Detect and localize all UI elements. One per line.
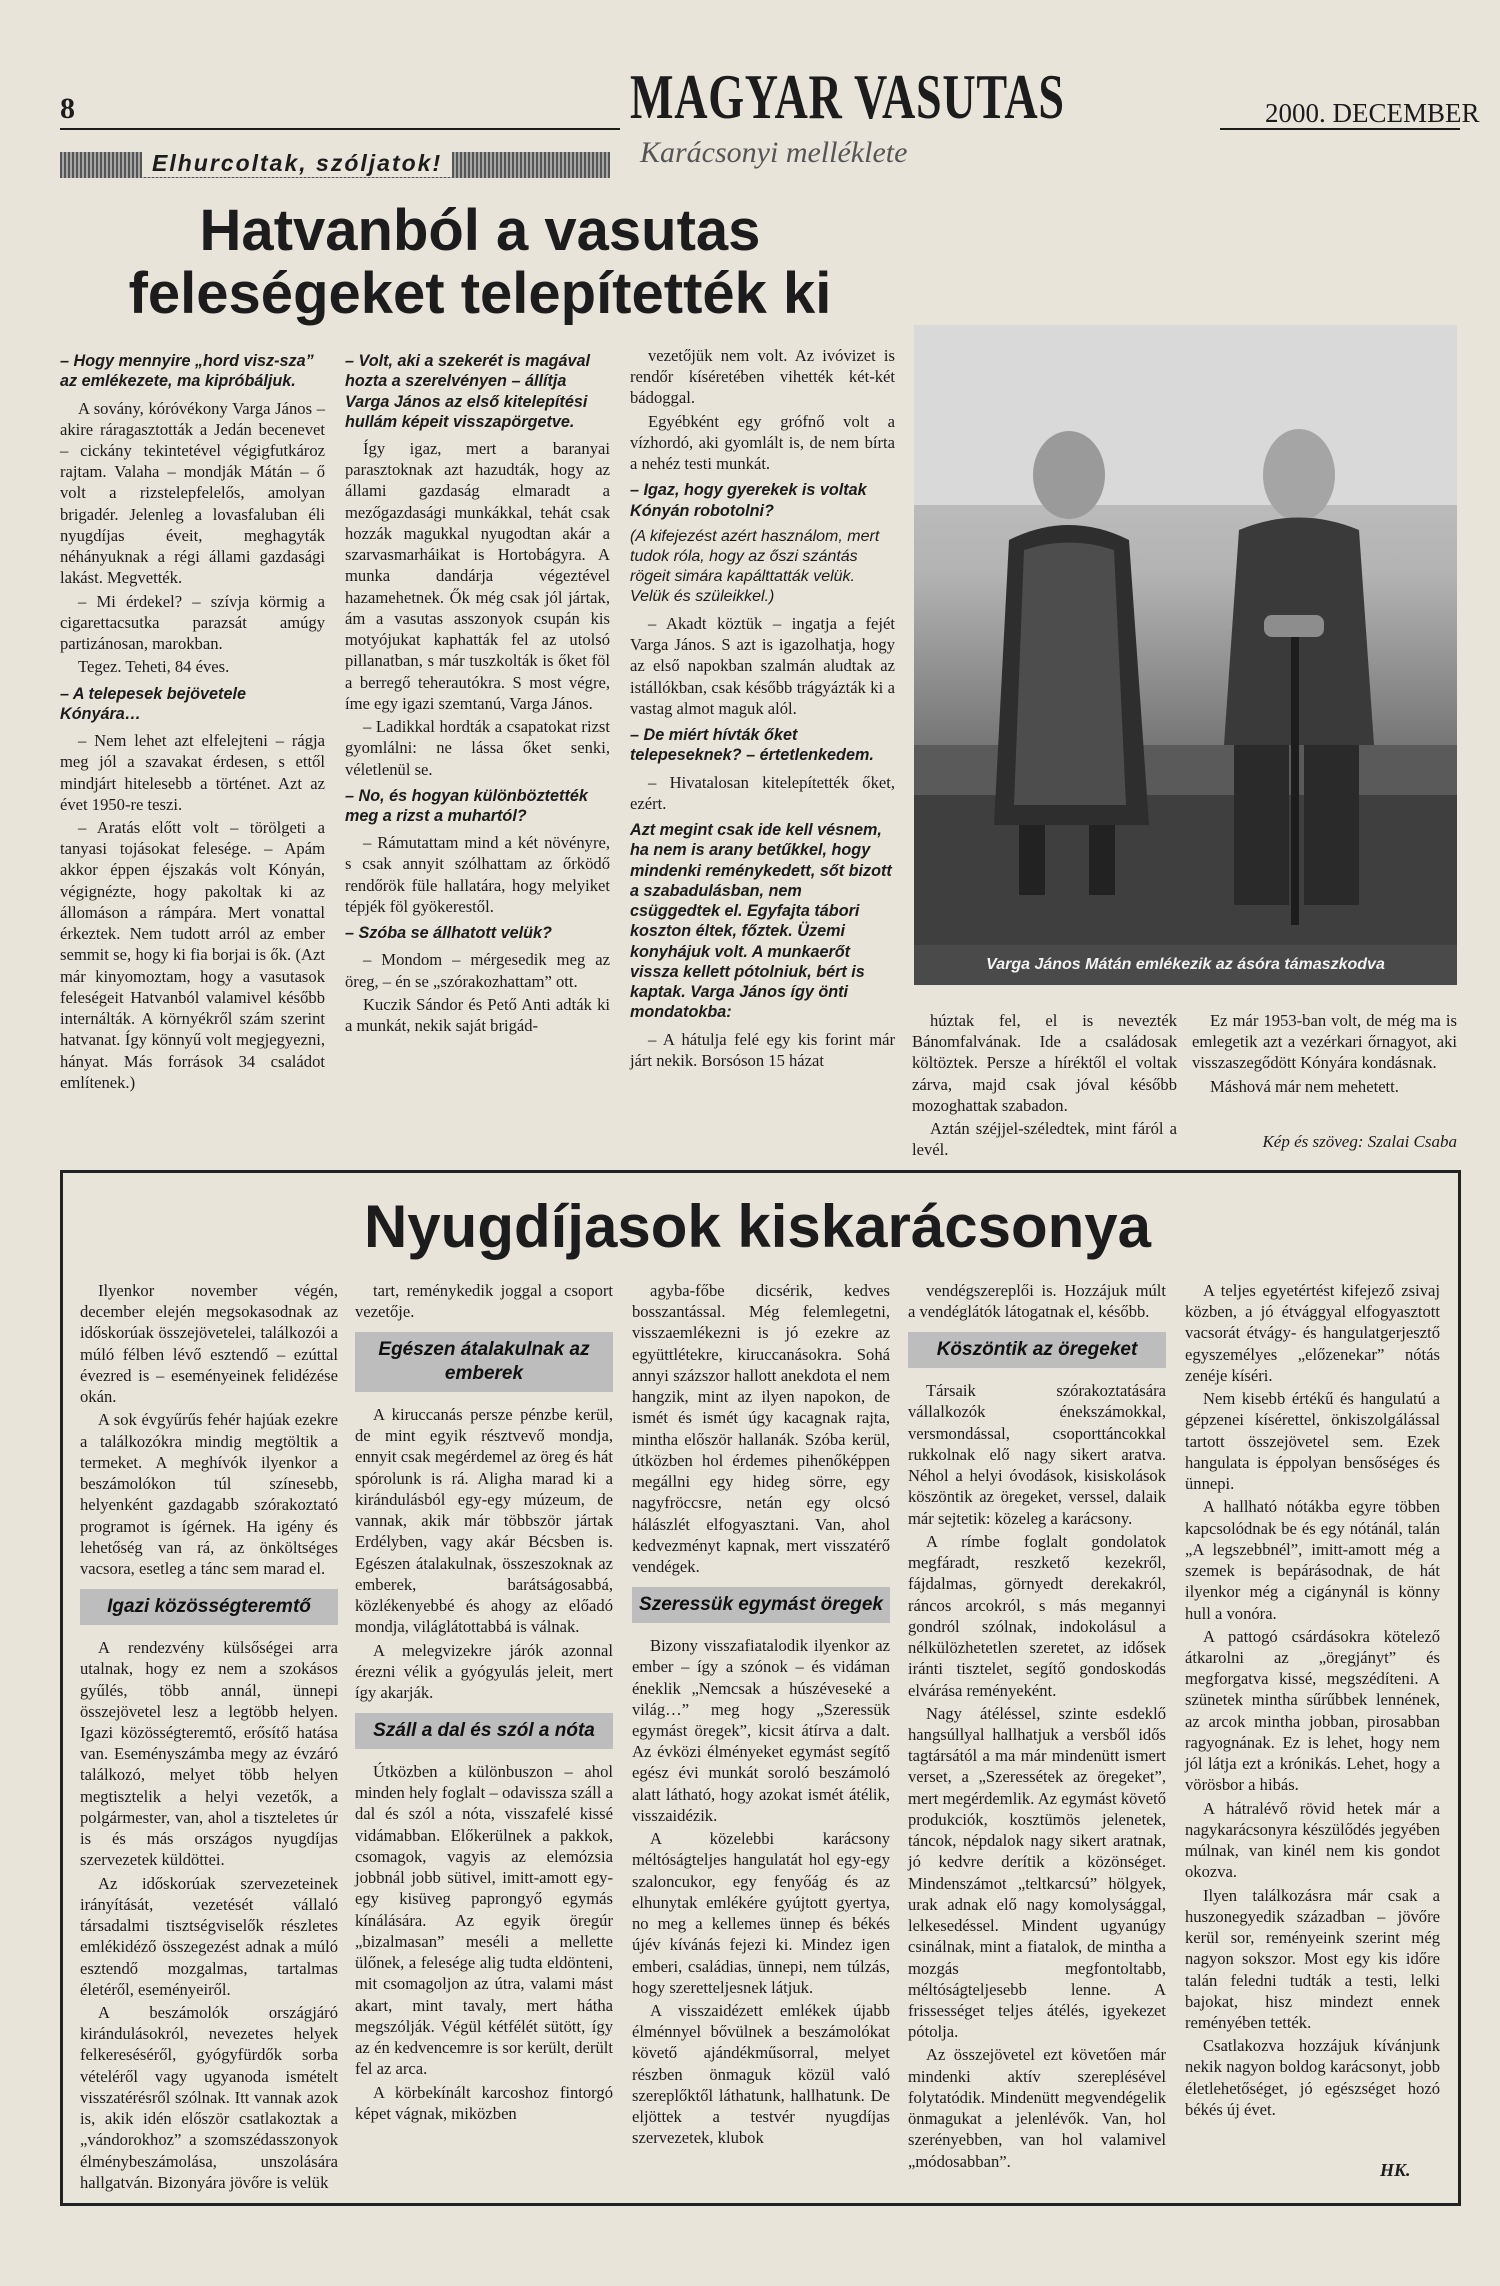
article2-signature: HK. [1380, 2160, 1411, 2180]
paragraph: Útközben a különbuszon – ahol minden hely foglalt – odavissza száll a dal és szól a nóta, visszafelé kissé vidámabban. Előkerülnek a pakkok, csomagok, vagyis az elemózsia jobbnál jobb sütivel, imitt-amott egy-egy kisüveg paprongyő egymás kínálására. Az egyik öregúr „bizalmasan” meséli a mellette ülőnek, a felesége alig tudta eldönteni, mit csomagoljon az útra, valami mást akart, mint tavaly, mert hátha megszólják. Végül kétfélét sütött, így az én kedvencemre is sor került, derült fel az arca. [355, 1762, 613, 2079]
paragraph: A rendezvény külsőségei arra utalnak, hogy ez nem a szokásos gyűlés, több annál, ünnepi összejövetel lesz a legtöbb helyen. Igazi közösségteremtő, erősítő hatása van. Eseményszámba megy az évzáró találkozó, melyet több helyen megtisztelik a helyi vezetők, a polgármester, van, ahol a tiszteletes úr is és más országos nyugdíjas szervezetek küldöttei. [80, 1638, 338, 1870]
header-rule-left [60, 128, 620, 130]
question-text: Azt megint csak ide kell vésnem, ha nem is arany betűkkel, hogy mindenki reménykedett, sőt bizott a szabadulásban, nem csüggedtek el. Egyfajta tábori koszton éltek, főztek. Üzemi konyhájuk volt. A munkaerőt vissza kellett pótolniuk, bért is kaptak. Varga János így önti mondatokba: [630, 821, 892, 1022]
italic-note: (A kifejezést azért használom, mert tudok róla, hogy az őszi szántás rögeit simára kapálttatták velük. Velük és szüleikkel.) [630, 527, 880, 605]
article2-column-5 [1185, 1280, 1440, 2122]
paragraph: Máshová már nem mehetett. [1210, 1076, 1399, 1096]
photo-varga-janos [914, 325, 1457, 945]
article2-column-4 [908, 1280, 1166, 2174]
paragraph: A beszámolók országjáró kirándulásokról, nevezetes helyek felkereséséről, gyógyfürdők sorba vételéről vagy ugyanoda ismételt visszatérésről szólnak. Itt vannak azok is, akik idén először csatlakoztak a „vándorokhoz” a szomszédasszonyok élménybeszámolása, unszolására hallgatván. Bizonyára jövőre is velük [80, 2003, 338, 2192]
article1-title-line1: Hatvanból a vasutas [199, 198, 761, 263]
paragraph: A sok évgyűrűs fehér hajúak ezekre a találkozókra mindig megtöltik a termeket. A meghívók ilyenkor a beszámolókon túl színesebb, helyenként gazdagabb szórakoztató programot is ígérnek. Ha igény és lehetőség van rá, az önköltséges vacsora, esetleg a tánc sem marad el. [80, 1410, 338, 1579]
paragraph: Az összejövetel ezt követően már mindenki aktív szereplésével folytatódik. Mindenütt megvendégelik önmagukat a jelenlévők. Van, hol szerényebben, van hol valamivel „módosabban”. [908, 2045, 1166, 2171]
paragraph: – Mondom – mérgesedik meg az öreg, – én se „szórakozhattam” ott. [345, 950, 610, 991]
paragraph: – Akadt köztük – ingatja a fejét Varga János. S azt is igazolhatja, hogy az első napokban szalmán aludtak az istállókban, csak később trágyázták ki a vastag almot maguk alól. [630, 613, 895, 718]
paragraph: A hallható nótákba egyre többen kapcsolódnak be és egy nótánál, talán „A legszebbnél”, imitt-amott még a szemek is bepárásodnak, de hát ilyenkor még a cigánynál is könny hull a vonóra. [1185, 1497, 1440, 1623]
paragraph: A visszaidézett emlékek újabb élménnyel bővülnek a beszámolókat követő ajándékműsorral, melyet részben önmaguk közül való szereplőktől láthatunk, hallhatunk. De eljöttek a testvér nyugdíjas szervezetek, klubok [632, 2001, 890, 2148]
article1-column-3 [630, 345, 895, 1073]
paragraph: Ilyen találkozásra már csak a huszonegyedik században – jövőre kerül sor, reményeink szerint még nagyon sokszor. Most egy kis időre talán feledni tudták a testi, lelki bajokat, hisz mindezt ennek reményében tették. [1185, 1885, 1440, 2032]
paragraph: Tegez. Teheti, 84 éves. [78, 657, 230, 677]
article2-column-2 [355, 1280, 613, 2126]
supplement-title: Karácsonyi melléklete [640, 136, 908, 169]
paragraph: A körbekínált karcoshoz fintorgó képet vágnak, miközben [355, 2082, 613, 2123]
kicker-bar [60, 152, 610, 178]
paragraph: A pattogó csárdásokra kötelező átkarolni az „öregjányt” és megforgatva kissé, megszédíteni. A szünetek mintha sűrűbbek lennének, az arcok mintha jobban, pirosabban ragyognának. Ez is lehet, hogy nem jól látja ezt a krónikás. Lehet, hogy a vörösbor a hibás. [1185, 1626, 1440, 1795]
paragraph: – Rámutattam mind a két növényre, s csak annyit szólhattam az őrködő rendőrök füle hallatára, hogy melyiket tépjék föl gyökerestől. [345, 833, 610, 916]
question-text: – De miért hívták őket telepeseknek? – értetlenkedem. [630, 726, 874, 765]
paragraph: A kiruccanás persze pénzbe kerül, de mint egyik résztvevő mondja, ennyit csak megérdemel az öreg és hát spórolunk is rá. Aligha marad ki a kirándulásból egy-egy múzeum, de vannak, akik már többször jártak Erdélyben, vagy akár Bécsben is. Egészen átalakulnak, összeszoknak az emberek, barátságosabbá, közlékenyebbé és ahogy az előadó mondja, világlátottabbá is válnak. [355, 1404, 613, 1637]
paragraph: A rímbe foglalt gondolatok megfáradt, reszkető kezekről, fájdalmas, görnyedt derekakról, ráncos arcokról, s más megannyi gondról szólnak, indokolásul a nélkülözhetetlen szeretet, az idősek iránti tisztelet, segítő gondoskodás elvárása reményeként. [908, 1531, 1166, 1700]
question-text: – A telepesek bejövetele Kónyára… [60, 684, 246, 723]
subheading: Szeressük egymást öregek [632, 1587, 890, 1623]
paragraph: Aztán széjjel-széledtek, mint fáról a levél. [912, 1119, 1177, 1160]
paragraph: Kuczik Sándor és Pető Anti adták ki a munkát, nekik saját brigád- [345, 994, 610, 1036]
paragraph: tart, reménykedik joggal a csoport vezetője. [355, 1281, 613, 1322]
paragraph: vendégszereplői is. Hozzájuk múlt a vendéglátók látogatnak el, később. [908, 1281, 1166, 1322]
article1-column-1 [60, 345, 325, 1095]
paragraph: – Aratás előtt volt – törölgeti a tanyasi tojásokat felesége. – Apám akkor éppen éjszakás volt Kónyán, végignézte, hogy pakoltak ki az állomáson a rámpára. Mert vonattal érkeztek. Nem tudott arról az ember semmit se, hogy ki fia borjai is ők. (Azt már kinyomoztam, hogy a vasutasok feleségeit Hatvanból valamivel később internálták. A környékről szám szerint hatvanat. Így könnyű volt megjegyezni, hányat. Más források 34 családot említenek.) [60, 817, 325, 1092]
subheading: Köszöntik az öregeket [908, 1332, 1166, 1368]
article1-column-5 [1192, 1010, 1457, 1099]
issue-date: 2000. DECEMBER [1265, 98, 1480, 128]
photo-illustration [914, 325, 1457, 945]
paragraph: Ilyenkor november végén, december elején megsokasodnak az időskorúak összejövetelei, találkozói a múló félben lévő esztendő – ezúttal évezred is – eseményeinek felidézése okán. [80, 1281, 338, 1407]
question-text: – No, és hogyan különböztették meg a rizst a muhartól? [345, 786, 588, 825]
question-text: – Volt, aki a szekerét is magával hozta a szerelvényen – állítja Varga János az első kitelepítési hullám képeit visszapörgetve. [345, 352, 591, 431]
question-text: – Hogy mennyire „hord visz-sza” az emlékezete, ma kipróbáljuk. [60, 352, 314, 391]
paragraph: – Mi érdekel? – szívja körmig a cigarettacsutka parazsát amúgy partizánosan, marokban. [60, 591, 325, 654]
article2-column-3 [632, 1280, 890, 2151]
kicker-text: Elhurcoltak, szóljatok! [142, 150, 452, 177]
article1-title-line2: feleségeket telepítették ki [128, 260, 832, 326]
paragraph: A melegvizekre járók azonnal érezni vélik a gyógyulás jeleit, mert így akarják. [355, 1640, 613, 1703]
paragraph: A teljes egyetértést kifejező zsivaj közben, a jó étvággyal elfogyasztott vacsorát étvágy- és hangulatgerjesztő egyszemélyes „előzenekar” nótás zenéje kíséri. [1185, 1281, 1440, 1385]
article1-column-2 [345, 345, 610, 1038]
subheading: Igazi közösségteremtő [80, 1589, 338, 1625]
masthead: MAGYAR VASUTAS [630, 61, 1065, 132]
article1-title [50, 200, 910, 325]
question-text: – Szóba se állhatott velük? [345, 924, 552, 943]
photo-credit: Kép és szöveg: Szalai Csaba [1262, 1132, 1457, 1151]
paragraph: A hátralévő rövid hetek már a nagykarácsonyra készülődés jegyében múlnak, van kinél nem kis gondot okozva. [1185, 1798, 1440, 1882]
paragraph: Nem kisebb értékű és hangulatú a gépzenei kísérettel, önkiszolgálással tartott összejövetel sem. Ezek hangulata is éppolyan bensőséges és ünnepi. [1185, 1389, 1440, 1494]
article2-column-1 [80, 1280, 338, 2195]
paragraph: agyba-főbe dicsérik, kedves bosszantással. Még felemlegetni, visszaemlékezni is jó ezekre az együttlétekre, kiruccanásokra. Sohá annyi százszor hallott anekdota el nem hangzik, mint az ilyen napokon, de ismét és ismét úgy kacagnak rajta, mintha először hallanák. Szóba kerül, útközben hol érdemes pihenőképpen megállni egy hideg sörre, egy nagyfröccsre, netán egy olcsó hálászlét elfogyasztani. Van, ahol kedvezményt kapnak, mert visszatérő vendégek. [632, 1281, 890, 1577]
paragraph: Nagy átéléssel, szinte esdeklő hangsúllyal hallhatjuk a versből idős tagtársától a ma már mindenütt ismert verset, a „Szeressétek az öregeket”, mert megérdemlik. Az egymást követő produkciók, kosztümös jelenetek, táncok, népdalok nagy sikert aratnak, jó kedvre derítik a közönséget. Mindenszámot „teltkarcsú” hölgyek, urak adnak elő nagy komolysággal, lelkesedéssel. Mindent ugyanúgy csinálnak, mint a fiatalok, de mintha a mozgás megfontoltabb, méltóságteljesebb lenne. A frissességet teljes átélés, igyekezet pótolja. [908, 1703, 1166, 2042]
paragraph: Egyébként egy grófnő volt a vízhordó, aki gyomlált is, de nem bírta a nehéz testi munkát. [630, 411, 895, 474]
article1-column-4 [912, 1010, 1177, 1163]
question-text: – Igaz, hogy gyerekek is voltak Kónyán robotolni? [630, 481, 867, 520]
paragraph: vezetőjük nem volt. Az ivóvizet is rendőr kíséretében vihették két-két bádoggal. [630, 346, 895, 408]
paragraph: Így igaz, mert a baranyai parasztoknak azt hazudták, hogy az állami gazdaság elmaradt a mezőgazdasági munkákkal, tehát csak hozzák magukkal nyugodtan akár a szarvasmarháikat is Hortobágyra. A munka dandárja végeztével hazamehetnek. Ők még csak jól jártak, ám a vasutas asszonyok csupán kis motyójukat kaphatták fel az utolsó pillanatban, s már tuszkolták is őket föl a berregő teherautókra. S most végre, íme egy igazi szemtanú, Varga János. [345, 439, 610, 713]
paragraph: Csatlakozva hozzájuk kívánjunk nekik nagyon boldog karácsonyt, jobb életlehetőséget, jó egészséget hozó békés új évet. [1185, 2036, 1440, 2119]
paragraph: A közelebbi karácsony méltóságteljes hangulatát hol egy-egy szaloncukor, egy fenyőág és az elhunytak emlékére gyújtott gyertya, no meg a kellemes ünnep és békés újév kívánás fejezi ki. Mindez igen emberi, családias, ünnepi, nem túlzás, hogy szeretteljesnek látjuk. [632, 1829, 890, 1997]
paragraph: – Ladikkal hordták a csapatokat rizst gyomlálni: ne lássa őket senki, véletlenül se. [345, 717, 610, 779]
paragraph: Társaik szórakoztatására vállalkozók énekszámokkal, versmondással, csoporttáncokkal rukkolnak elő nagy sikert aratva. Néhol a helyi óvodások, kisiskolások köszöntik az öregeket, verssel, dalaik már sejtetik: közeleg a karácsony. [908, 1381, 1166, 1528]
paragraph: Bizony visszafiatalodik ilyenkor az ember – így a szónok – és vidáman éneklik „Nemcsak a húszéveseké a világ…” meg hogy „Szeressük egymást öregek”, kicsit átírva a dalt. Az évközi élményeket egymást segítő egész évi munkát soroló beszámoló alatt látható, hogy azokat ismét átélik, visszaidézik. [632, 1636, 890, 1825]
subheading: Száll a dal és szól a nóta [355, 1713, 613, 1749]
paragraph: – Hivatalosan kitelepítették őket, ezért. [630, 772, 895, 813]
paragraph: Az időskorúak szervezeteinek irányítását, vezetését vállaló társadalmi tisztségviselők részletes emlékidéző összegezést adnak a múló esztendő mozgalmas, tartalmas életéről, eseményeiről. [80, 1873, 338, 1999]
paragraph: húztak fel, el is nevezték Bánomfalvának. Ide a családosak költöztek. Persze a híréktől el voltak zárva, majd csak jóval később mozoghattak szabadon. [912, 1011, 1177, 1115]
subheading: Egészen átalakulnak az emberek [355, 1332, 613, 1392]
paragraph: – A hátulja felé egy kis forint már járt nekik. Borsóson 15 házat [630, 1029, 895, 1070]
article2-title: Nyugdíjasok kiskarácsonya [363, 1193, 1152, 1260]
paragraph: – Nem lehet azt elfelejteni – rágja meg jól a szavakat érdesen, s ettől mindjárt hitelesebb a történet. Azt az évet 1950-re teszi. [60, 731, 325, 814]
photo-caption: Varga János Mátán emlékezik az ásóra támaszkodva [914, 945, 1457, 985]
page-number: 8 [60, 92, 75, 125]
paragraph: Ez már 1953-ban volt, de még ma is emlegetik azt a vezérkari őrnagyot, aki visszaszegődött Kónyára kondásnak. [1192, 1011, 1457, 1073]
paragraph: A sovány, kóróvékony Varga János – akire ráragasztották a Jedán becenevet – cickány tekintetével végigfutkároz rajtam. Valaha – mondják Mátán – ő volt a rizstelepfelelős, amolyan brigadér. Jelenleg a lovasfaluban éli nyugdíjas éveit, meghagyták néhányuknak a régi állami gazdasági lakást. Megvették. [60, 398, 325, 588]
